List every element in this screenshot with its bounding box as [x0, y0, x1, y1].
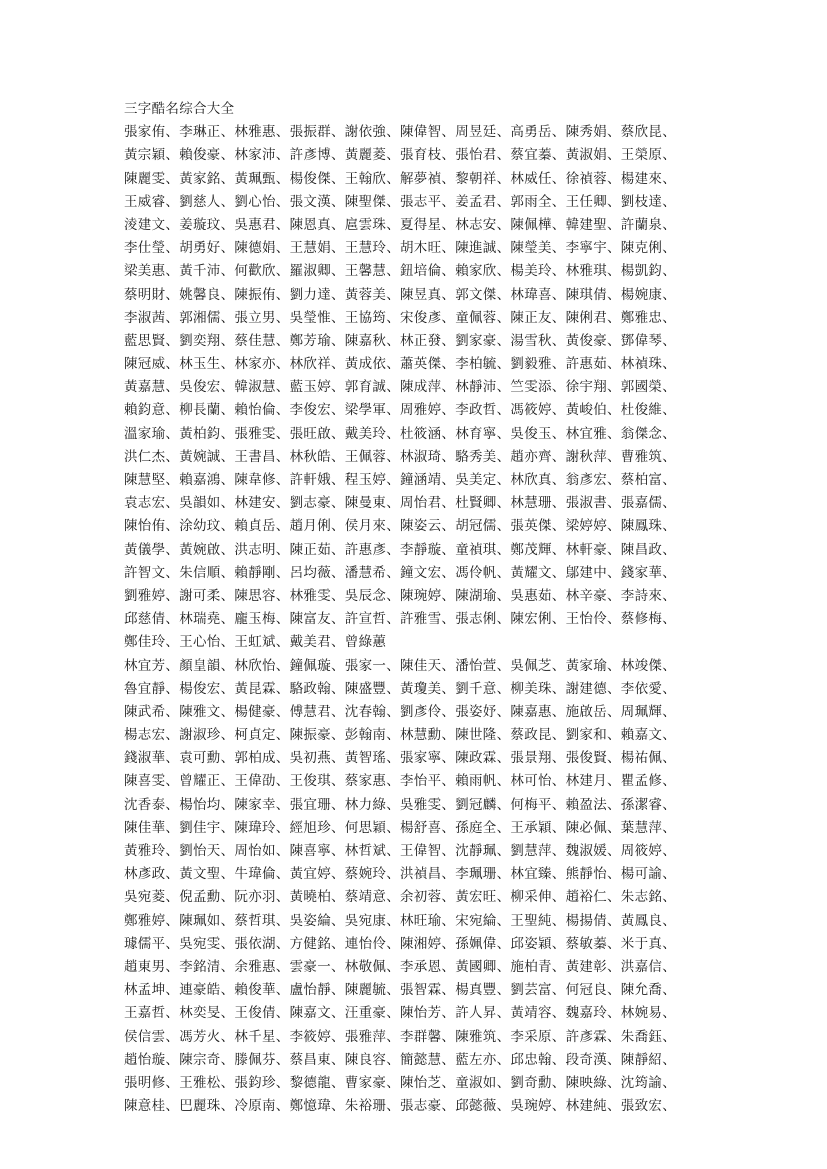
name-list-line: 淩建文、姜璇玟、吳惠君、陳恩真、扈雲珠、夏得星、林志安、陳佩樺、韓建聖、許蘭泉、 [124, 216, 676, 233]
name-list-line: 沈香泰、楊怡均、陳家幸、張宜珊、林力綠、吳雅雯、劉冠麟、何梅平、賴盈法、孫潔睿、 [124, 796, 676, 813]
name-list-line: 蔡明財、姚馨良、陳振侑、劉力達、黃蓉美、陳昱真、郭文傑、林瑋喜、陳琪倩、楊婉康、 [124, 286, 676, 303]
name-list-line: 魯宜靜、楊俊宏、黃昆霖、駱政翰、陳盛豐、黃瓊美、劉千意、柳美珠、謝建德、李依愛、 [124, 680, 676, 697]
name-list-line: 袁志宏、吳韻如、林建安、劉志豪、陳曼東、周怡君、杜賢卿、林慧珊、張淑書、張嘉儒、 [124, 495, 676, 512]
name-list-line: 吳宛菱、倪孟勳、阮亦羽、黃曉柏、蔡靖意、余初蓉、黃宏旺、柳采伸、趙裕仁、朱志銘、 [124, 889, 676, 906]
name-list-line: 黃嘉慧、吳俊宏、韓淑慧、藍玉婷、郭育誠、陳成萍、林靜沛、竺雯添、徐宇翔、郭國榮、 [124, 379, 676, 396]
name-list-line: 陳慧堅、賴嘉鴻、陳韋修、許軒娥、程玉婷、鐘涵靖、吳美定、林欣真、翁彥宏、蔡柏富、 [124, 472, 676, 488]
name-list-line: 趙怡璇、陳宗奇、滕佩芬、蔡昌東、陳良容、簡懿慧、藍左亦、邱忠翰、段奇漢、陳靜紹、 [124, 1051, 676, 1068]
name-list-line: 洪仁杰、黃婉誠、王書昌、林秋皓、王佩蓉、林淑琦、駱秀美、趙亦齊、謝秋萍、曹雅筑、 [124, 448, 676, 465]
name-list-line: 李仕瑩、胡勇好、陳德娟、王慧娟、王慧玲、胡木旺、陳進誠、陳瑩美、李寧宇、陳克俐、 [124, 240, 676, 257]
name-list-line: 王嘉哲、林奕旻、王俊倩、陳嘉文、汪重豪、陳怡芳、許人昇、黃靖容、魏嘉玲、林婉易、 [124, 1005, 676, 1022]
name-list-line: 張家侑、李琳正、林雅惠、張振群、謝依強、陳偉智、周昱廷、高勇岳、陳秀娟、蔡欣昆、 [124, 124, 676, 141]
name-list-line: 陳怡侑、涂幼玟、賴貞岳、趙月俐、侯月來、陳姿云、胡冠儒、張英傑、梁婷婷、陳鳳珠、 [124, 518, 676, 535]
name-list-line: 楊志宏、謝淑珍、柯貞定、陳振豪、彭翰南、林慧勳、陳世隆、蔡政昆、劉家和、賴嘉文、 [124, 727, 676, 744]
name-list-line: 黃儀學、黃婉啟、洪志明、陳正茹、許惠彥、李靜璇、童禎琪、鄭茂輝、林軒豪、陳昌政、 [124, 541, 676, 558]
name-list-line: 王威睿、劉慈人、劉心怡、張文漢、陳聖傑、張志平、姜孟君、郭雨全、王任卿、劉枝達、 [124, 193, 676, 210]
name-list-line: 陳麗雯、黃家銘、黃珮甄、楊俊傑、王翰欣、解夢禎、黎朝祥、林威任、徐禎蓉、楊建來、 [124, 170, 676, 187]
name-list-line: 溫家瑜、黃柏鈞、張雅雯、張旺啟、戴美玲、杜筱涵、林育寧、吳俊玉、林宜雅、翁傑念、 [124, 425, 676, 442]
name-list-line: 陳佳華、劉佳宇、陳瑋玲、經旭珍、何思穎、楊舒喜、孫庭全、王承穎、陳必佩、葉慧萍、 [124, 819, 676, 836]
name-list-line: 陳意桂、巴麗珠、冷原南、鄭憶瑋、朱裕珊、張志豪、邱懿薇、吳琬婷、林建純、張致宏、 [124, 1098, 676, 1115]
name-list-line: 黃雅玲、劉怡天、周怡如、陳喜寧、林哲斌、王偉智、沈靜珮、劉慧萍、魏淑媛、周筱婷、 [124, 843, 676, 859]
name-list-line: 林宜芳、顏皇韻、林欣怡、鐘佩璇、張家一、陳佳天、潘怡萱、吳佩芝、黃家瑜、林竣傑、 [124, 657, 676, 674]
name-list-line: 藍思賢、劉奕翔、蔡佳慧、鄭芳瑜、陳嘉秋、林正發、劉家豪、湯雪秋、黃俊豪、鄧偉琴、 [124, 332, 676, 349]
name-list-line: 劉雅婷、謝可柔、陳思容、林雅雯、吳辰念、陳琬婷、陳湖瑜、吳惠茹、林辛豪、李詩來、 [124, 587, 676, 604]
name-list-line: 侯信雲、馮芳火、林千星、李筱婷、張雅萍、李群馨、陳雅筑、李采原、許彥霖、朱喬鈺、 [124, 1028, 676, 1045]
name-list [124, 121, 714, 1118]
document-title: 三字酷名综合大全 [124, 101, 235, 117]
name-list-line: 許智文、朱信順、賴靜剛、呂均薇、潘慧希、鐘文宏、馮伶帆、黃耀文、鄔建中、錢家華、 [124, 564, 676, 581]
name-list-line: 黃宗穎、賴俊豪、林家沛、許彥博、黃麗菱、張育枝、張怡君、蔡宜蓁、黃淑娟、王榮原、 [124, 147, 676, 164]
name-list-line: 璩儒平、吳宛雯、張依湖、方健銘、連怡伶、陳湘婷、孫姵偉、邱姿穎、蔡敏蓁、米于真、 [124, 935, 676, 952]
name-list-line: 張明修、王雅松、張鈞珍、黎德龍、曹家豪、陳怡芝、童淑如、劉奇勳、陳映綠、沈筠諭、 [124, 1074, 676, 1091]
name-list-line: 陳武希、陳雅文、楊健豪、傅慧君、沈春翰、劉彥伶、張姿妤、陳嘉惠、施啟岳、周珮輝、 [124, 703, 676, 720]
document-body [124, 98, 714, 1118]
name-list-line: 李淑茜、郭湘儒、張立男、吳瑩惟、王協筠、宋俊彥、童佩蓉、陳正友、陳俐君、鄭雅忠、 [124, 309, 676, 326]
name-list-line: 梁美惠、黃千沛、何歡欣、羅淑卿、王馨慧、鈕培倫、賴家欣、楊美玲、林雅琪、楊凱鈞、 [124, 263, 676, 280]
name-list-line: 林孟坤、連豪皓、賴俊華、盧怡靜、陳麗毓、張智霖、楊真豐、劉芸富、何冠良、陳允喬、 [124, 982, 676, 999]
name-list-line: 陳喜雯、曾耀正、王偉劭、王俊琪、蔡家惠、李怡平、賴雨帆、林可怡、林建月、瞿孟修、 [124, 773, 676, 790]
name-list-line: 鄭佳玲、王心怡、王虹斌、戴美君、曾綠蕙 [124, 634, 387, 651]
name-list-line: 鄭雅婷、陳珮如、蔡哲琪、吳姿綸、吳宛康、林旺瑜、宋宛綸、王聖純、楊揚倩、黃鳳良、 [124, 912, 676, 929]
name-list-line: 陳冠威、林玉生、林家亦、林欣祥、黃成依、蕭英傑、李柏毓、劉毅雅、許惠茹、林禎珠、 [124, 356, 676, 373]
name-list-line: 錢淑華、袁可勳、郭柏成、吳初燕、黃智瑤、張家寧、陳政霖、張景翔、張俊賢、楊祐佩、 [124, 750, 676, 767]
name-list-line: 林彥政、黃文聖、牛瑋倫、黃宜婷、蔡婉玲、洪禎昌、李珮珊、林宜臻、熊靜怡、楊可諭、 [124, 866, 676, 883]
name-list-line: 賴鈞意、柳長蘭、賴怡倫、李俊宏、梁學軍、周雅婷、李政哲、馮筱婷、黃峻伯、杜俊維、 [124, 402, 676, 419]
name-list-line: 邱慈倩、林瑞堯、龐玉梅、陳富友、許宣哲、許雅雪、張志俐、陳宏俐、王怡伶、蔡修梅、 [124, 611, 676, 628]
name-list-line: 趙東男、李銘清、余雅惠、雲豪一、林敬佩、李承恩、黃國卿、施柏青、黃建彰、洪嘉信、 [124, 958, 676, 975]
